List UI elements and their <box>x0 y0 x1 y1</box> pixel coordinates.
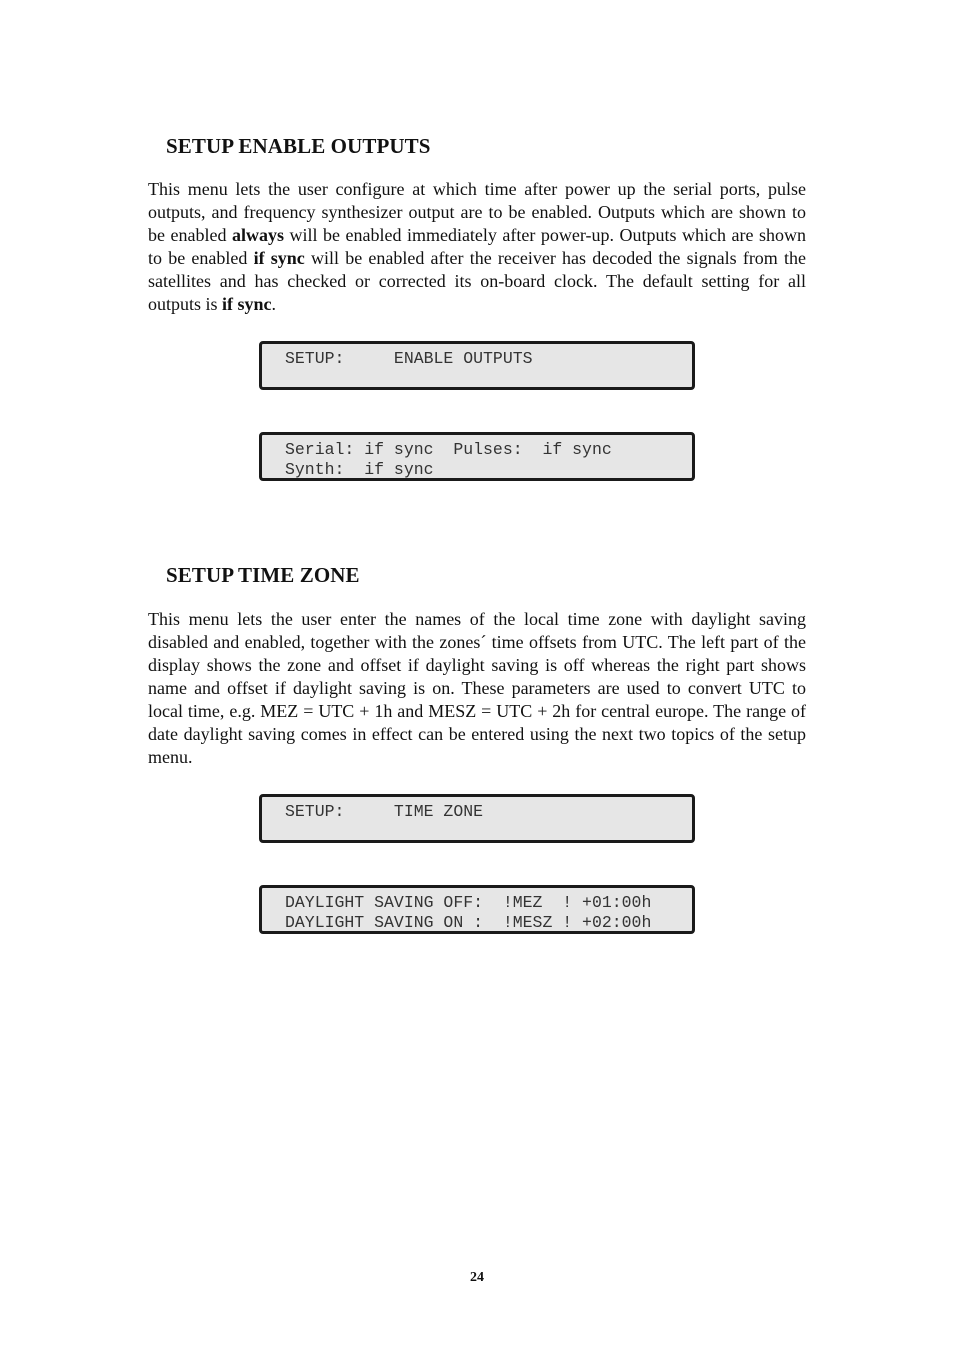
lcd-line-1: SETUP: TIME ZONE <box>285 802 484 821</box>
lcd-display-output-settings <box>259 432 695 481</box>
lcd-line-2 <box>285 369 692 389</box>
section-heading-time-zone: SETUP TIME ZONE <box>166 563 360 587</box>
time-zone-description: This menu lets the user enter the names of the local time zone with daylight saving disabled and enabled, together with the zones´ time offsets from UTC. The left part of the display shows the zone and offset if daylight saving is off whereas the right part shows name and offset if daylight saving is on. These parameters are used to convert UTC to local time, e.g. MEZ = UTC + 1h and MESZ = UTC + 2h for central europe. The range of date daylight saving comes in effect can be entered using the next two topics of the setup menu. <box>148 609 806 767</box>
lcd-display-setup-time-zone <box>259 794 695 843</box>
lcd-line-1: Serial: if sync Pulses: if sync <box>285 440 612 459</box>
bold-term-if-sync: if sync <box>253 248 305 268</box>
lcd-display-daylight-saving <box>259 885 695 934</box>
lcd-line-2: Synth: if sync <box>285 460 434 479</box>
text-run: This menu lets the user configure at which time after power up the serial ports, pulse outputs, and frequency synthesizer output are to be enabled. Outputs which are shown to be enabled <box>148 179 806 245</box>
text-run: . <box>271 294 277 314</box>
text-run: will be enabled after the receiver has decoded the signals from the satellites and has checked or corrected its on-board clock. The default setting for all outputs is <box>148 248 807 314</box>
bold-term-if-sync-default: if sync <box>222 294 272 314</box>
lcd-line-2: DAYLIGHT SAVING ON : !MESZ ! +02:00h <box>285 913 652 932</box>
section-heading-enable-outputs: SETUP ENABLE OUTPUTS <box>166 134 431 158</box>
lcd-line-2 <box>285 822 692 842</box>
lcd-line-1: DAYLIGHT SAVING OFF: !MEZ ! +01:00h <box>285 893 652 912</box>
enable-outputs-description <box>148 178 806 316</box>
lcd-line-1: SETUP: ENABLE OUTPUTS <box>285 349 533 368</box>
lcd-display-setup-enable-outputs <box>259 341 695 390</box>
page-number: 24 <box>470 1270 484 1285</box>
text-run: will be enabled immediately after power-up. Outputs which are shown to be enabled <box>148 225 806 268</box>
bold-term-always: always <box>231 225 284 245</box>
